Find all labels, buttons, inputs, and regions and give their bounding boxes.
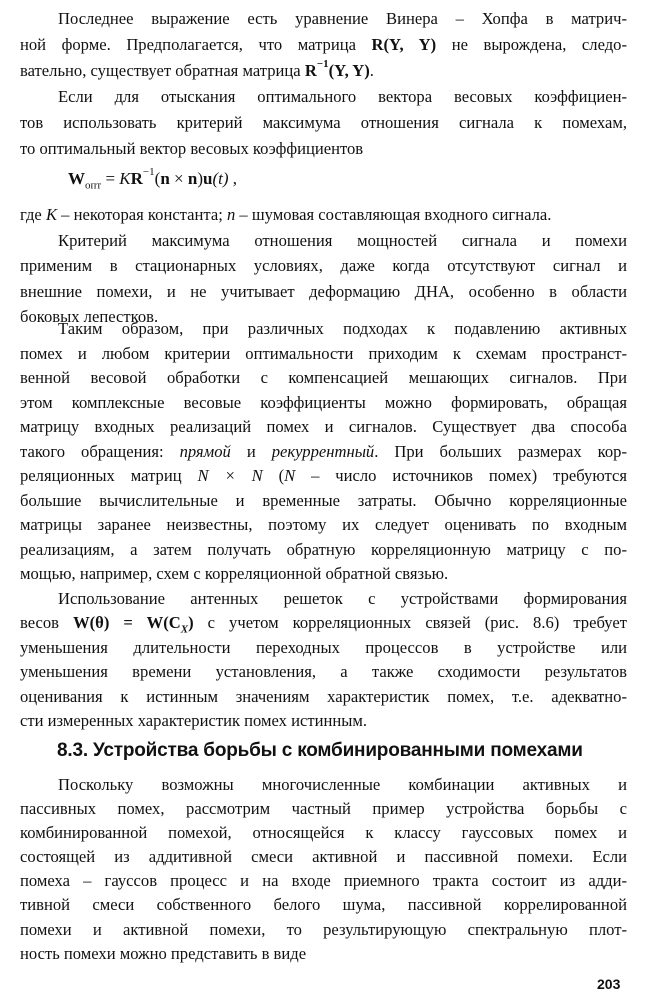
text-line: помех и любом критерии оптимальности приходим к схемам пространст- — [20, 343, 627, 363]
section-heading: 8.3. Устройства борьбы с комбинированными помехами — [57, 740, 583, 761]
text-line: реализациям, а затем получать обратную корреляционную матрицу с по- — [20, 539, 627, 559]
text-line: тов использовать критерий максимума отношения сигнала к помехам, — [20, 113, 627, 132]
text-line: венной весовой обработки с компенсацией мешающих сигналов. При — [20, 368, 627, 387]
text-line: Поскольку возможны многочисленные комбинации активных и — [58, 775, 627, 794]
text-line: уменьшения времени установления, а также сходимости результатов — [20, 662, 627, 681]
text-line: вательно, существует обратная матрица $R^{-1}(Y$, Y). — [20, 58, 374, 80]
text-line: боковых лепестков. — [20, 307, 159, 326]
text-line: Если для отыскания оптимального вектора весовых коэффициен- — [58, 87, 627, 106]
text-line: состоящей из аддитивной смеси активной и пассивной помехи. Если — [20, 847, 627, 867]
text-line: ной форме. Предполагается, что матрица R(Y, Y) не вырождена, следо- — [20, 35, 627, 54]
text-line: матрицу входных реализаций помех и сигналов. Существует два способа — [20, 417, 627, 436]
page-number: 203 — [597, 976, 621, 992]
text-line: реляционных матриц N × N (N – число источников помех) требуются — [20, 466, 627, 485]
text-line: помехи и активной помехи, то результирующую спектральную плот- — [20, 919, 627, 939]
math-inline: $R^{-1}(Y$, Y) — [304, 58, 370, 80]
text-line: Последнее выражение есть уравнение Винера – Хопфа в матрич- — [58, 9, 627, 28]
text-line: этом комплексные весовые коэффициенты можно формировать, обращая — [20, 392, 627, 412]
text-line: тивной смеси собственного белого шума, пассивной коррелированной — [20, 895, 627, 915]
text-line: то оптимальный вектор весовых коэффициентов — [20, 139, 364, 158]
text-line: где K – некоторая константа; n – шумовая составляющая входного сигнала. — [20, 205, 552, 224]
text-line: Использование антенных решеток с устройствами формирования — [58, 588, 627, 608]
math-inline: N × N — [197, 466, 263, 485]
text-line: такого обращения: прямой и рекуррентный. При больших размерах кор- — [20, 441, 627, 461]
text-line: большие вычислительные и временные затраты. Обычно корреляционные — [20, 490, 627, 510]
math-inline: $W(\theta) = W(C_X)$ — [73, 613, 194, 636]
text-line: Таким образом, при различных подходах к подавлению активных — [58, 319, 627, 338]
text-line: весов $W(\theta) = W(C_X)$ с учетом корреляционных связей (рис. 8.6) требует — [20, 613, 627, 636]
text-line: внешние помехи, и не учитывает деформацию ДНА, особенно в области — [20, 281, 627, 301]
text-line: помеха – гауссов процесс и на входе приемного тракта состоит из адди- — [20, 871, 627, 891]
paragraph-block-4 — [20, 773, 627, 966]
text-line: пассивных помех, рассмотрим частный пример устройства борьбы с — [20, 799, 627, 819]
text-line: матрицы заранее неизвестны, поэтому их следует оценивать по входным — [20, 515, 627, 534]
paragraph-block-1 — [20, 6, 627, 162]
text-line: ность помехи можно представить в виде — [20, 943, 307, 963]
paragraph-block-2 — [20, 202, 627, 330]
text-line: мощью, например, схем с корреляционной обратной связью. — [20, 564, 449, 583]
paragraph-block-3 — [20, 317, 627, 734]
text-line: применим в стационарных условиях, даже когда отсутствуют сигнал и — [20, 256, 627, 275]
text-line: комбинированной помехой, относящейся к классу гауссовых помех и — [20, 823, 627, 843]
text-line: оценивания к истинным значениям характеристик помех, т.е. адекватно- — [20, 686, 627, 706]
formula-w-opt: $W_{опт} = KR^{-1}(n \times n)u(t)$ , — [68, 166, 238, 192]
text-line: Критерий максимума отношения мощностей сигнала и помехи — [58, 230, 627, 250]
text-line: сти измеренных характеристик помех истинным. — [20, 711, 368, 730]
math-inline: R(Y, Y) — [371, 35, 437, 54]
text-line: уменьшения длительности переходных процессов в устройстве или — [20, 637, 627, 657]
